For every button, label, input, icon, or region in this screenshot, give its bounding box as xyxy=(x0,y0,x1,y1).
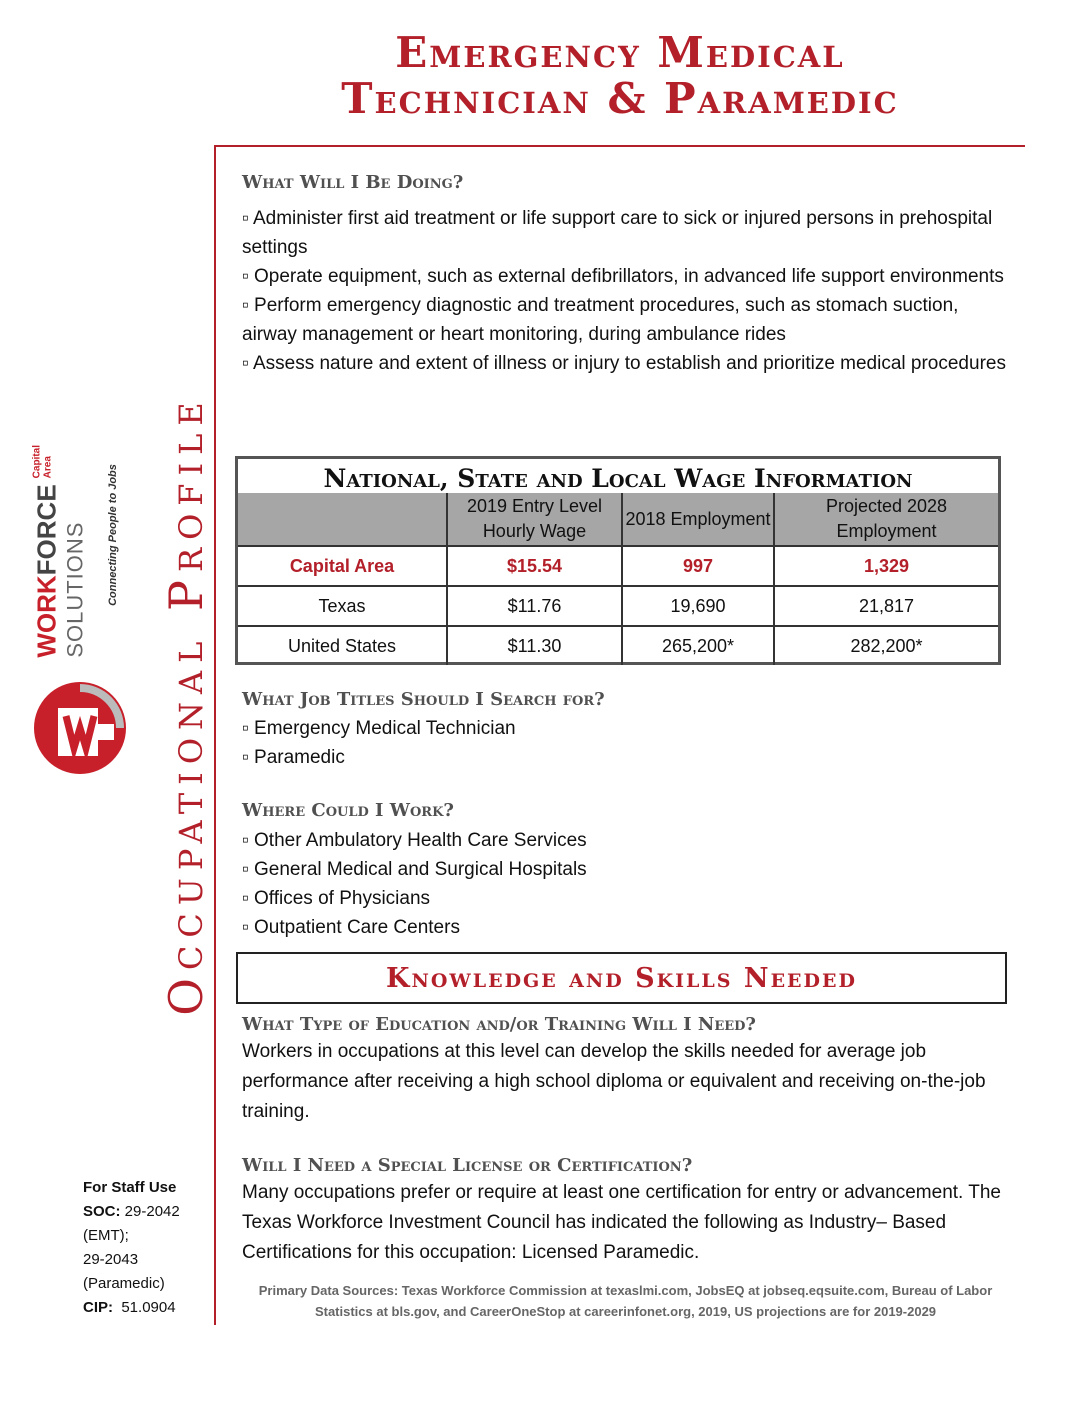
table-cell: Texas xyxy=(238,586,447,626)
data-sources-footnote xyxy=(238,1280,1013,1322)
table-cell: 265,200* xyxy=(622,626,774,665)
list-item: ▫ Perform emergency diagnostic and treatment procedures, such as stomach suction, airway management or heart monitoring, during ambulance rides xyxy=(242,291,1012,349)
list-item: ▫ Offices of Physicians xyxy=(242,884,1012,913)
sources-line-1: Primary Data Sources: Texas Workforce Commission at texaslmi.com, JobsEQ at jobseq.eqsuite.com, Bureau of Labor xyxy=(258,1283,993,1298)
knowledge-skills-banner: Knowledge and Skills Needed xyxy=(236,952,1007,1004)
column-header: 2019 Entry Level Hourly Wage xyxy=(447,493,622,546)
column-header: Projected 2028 Employment xyxy=(774,493,998,546)
staff-use-block xyxy=(83,1176,208,1320)
column-header xyxy=(238,493,447,546)
list-item: ▫ Assess nature and extent of illness or injury to establish and prioritize medical procedures xyxy=(242,349,1012,378)
table-cell: 1,329 xyxy=(774,546,998,586)
education-heading: What Type of Education and/or Training Will I Need? xyxy=(242,1014,756,1035)
soc-code-1-note: (EMT); xyxy=(83,1227,129,1244)
logo-tagline: Connecting People to Jobs xyxy=(107,464,119,606)
education-text: Workers in occupations at this level can develop the skills needed for average job performance after receiving a high school diploma or equivalent and receiving on-the-job training. xyxy=(242,1041,986,1122)
logo-word-solutions: SOLUTIONS xyxy=(62,521,88,658)
cip-label: CIP: xyxy=(83,1299,113,1316)
table-cell: $11.30 xyxy=(447,626,622,665)
list-item: ▫ Operate equipment, such as external defibrillators, in advanced life support environments xyxy=(242,262,1012,291)
page-title xyxy=(215,30,1025,122)
doing-heading: What Will I Be Doing? xyxy=(242,172,464,193)
table-cell: 997 xyxy=(622,546,774,586)
job-titles-heading: What Job Titles Should I Search for? xyxy=(242,689,605,710)
staff-use-label: For Staff Use xyxy=(83,1179,177,1196)
table-cell: 282,200* xyxy=(774,626,998,665)
table-cell: 19,690 xyxy=(622,586,774,626)
logo-region: Capital Area xyxy=(31,444,54,479)
page-title-line-1: Emergency Medical xyxy=(395,28,845,77)
doing-list xyxy=(242,204,1012,378)
list-item: ▫ Other Ambulatory Health Care Services xyxy=(242,826,1012,855)
workforce-logo-icon xyxy=(28,678,132,783)
table-row xyxy=(238,546,998,586)
table-row xyxy=(238,586,998,626)
workforce-logo-wordmark xyxy=(32,438,89,657)
soc-code-2-note: (Paramedic) xyxy=(83,1275,165,1292)
list-item: ▫ Emergency Medical Technician xyxy=(242,714,1012,743)
soc-label: SOC: xyxy=(83,1203,121,1220)
logo-word-force: FORCE xyxy=(31,484,62,576)
list-item: ▫ Paramedic xyxy=(242,743,1012,772)
table-cell: $15.54 xyxy=(447,546,622,586)
table-row xyxy=(238,626,998,665)
vertical-section-title: Occupational Profile xyxy=(159,394,213,1016)
where-work-heading: Where Could I Work? xyxy=(242,800,454,821)
title-divider xyxy=(215,145,1025,147)
list-item: ▫ General Medical and Surgical Hospitals xyxy=(242,855,1012,884)
logo-word-work: WORK xyxy=(31,575,62,658)
page-title-line-2: Technician & Paramedic xyxy=(341,74,899,123)
sources-line-2: Statistics at bls.gov, and CareerOneStop at careerinfonet.org, 2019, US projections are for 2019-2029 xyxy=(314,1304,937,1319)
list-item: ▫ Outpatient Care Centers xyxy=(242,913,1012,942)
where-work-list xyxy=(242,826,1012,942)
list-item: ▫ Administer first aid treatment or life support care to sick or injured persons in prehospital settings xyxy=(242,204,1012,262)
wage-information-box xyxy=(235,456,1001,665)
table-cell: 21,817 xyxy=(774,586,998,626)
wage-table xyxy=(238,493,998,665)
table-header-row xyxy=(238,493,998,546)
vertical-divider xyxy=(214,145,216,1325)
soc-code-2: 29-2043 xyxy=(83,1251,139,1268)
cip-code: 51.0904 xyxy=(121,1299,176,1316)
column-header: 2018 Employment xyxy=(622,493,774,546)
table-cell: United States xyxy=(238,626,447,665)
license-heading: Will I Need a Special License or Certification? xyxy=(242,1155,693,1176)
soc-code-1: 29-2042 xyxy=(124,1203,180,1220)
license-text: Many occupations prefer or require at least one certification for entry or advancement. The Texas Workforce Investment Council has indicated the following as Industry– Based Certifications for this occupation: Licensed Paramedic. xyxy=(242,1182,1001,1263)
table-cell: $11.76 xyxy=(447,586,622,626)
table-cell: Capital Area xyxy=(238,546,447,586)
wage-table-title: National, State and Local Wage Information xyxy=(323,464,913,493)
job-titles-list xyxy=(242,714,1012,772)
